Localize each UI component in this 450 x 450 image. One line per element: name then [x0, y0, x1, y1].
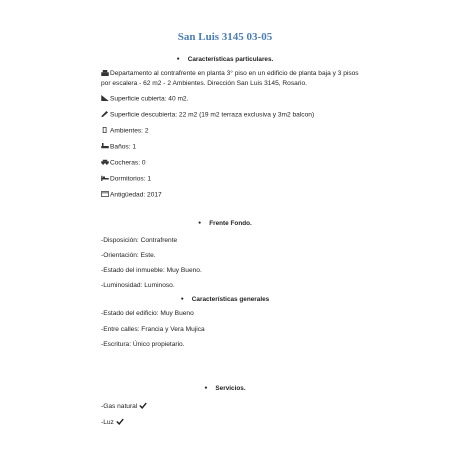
detail-cocheras: Cocheras: 0 — [101, 159, 361, 167]
list-item: -Entre calles: Francia y Vera Mujica — [101, 326, 205, 333]
building-icon — [101, 70, 109, 76]
section-heading-frente: ● Frente Fondo. — [198, 220, 252, 227]
bed-icon — [101, 175, 109, 181]
detail-superficie-cubierta: Superficie cubierta: 40 m2. — [101, 95, 361, 103]
property-description: Departamento al contrafrente en planta 3° piso en un edificio de planta baja y 3 pisos por escalera - 62 m2 - 2 Ambientes. Dirección San Luis 3145, Rosario. — [101, 70, 359, 88]
detail-superficie-descubierta: Superficie descubierta: 22 m2 (19 m2 terraza exclusiva y 3m2 balcon) — [101, 111, 361, 119]
section-heading-servicios: ● Servicios. — [204, 385, 246, 392]
list-item: -Escritura: Único propietario. — [101, 341, 185, 348]
page-title: San Luis 3145 03-05 — [177, 31, 273, 43]
list-item: -Estado del inmueble: Muy Bueno. — [101, 267, 202, 274]
car-icon — [101, 159, 109, 165]
bullet-icon: ● — [176, 56, 180, 62]
detail-banos: Baños: 1 — [101, 143, 361, 151]
section-heading-generales: ● Características generales — [180, 296, 270, 303]
calendar-icon — [101, 191, 109, 197]
checkmark-icon — [116, 418, 124, 425]
list-item: -Luminosidad: Luminoso. — [101, 282, 175, 289]
detail-ambientes: Ambientes: 2 — [101, 127, 361, 135]
bullet-icon: ● — [204, 385, 208, 391]
bullet-icon: ● — [180, 296, 184, 302]
detail-dormitorios: Dormitorios: 1 — [101, 175, 361, 183]
list-item: -Estado del edificio: Muy Bueno — [101, 310, 194, 317]
pencil-icon — [101, 111, 109, 117]
list-item: -Luz — [101, 418, 361, 427]
bullet-icon: ● — [198, 220, 202, 226]
list-item: -Disposición: Contrafrente — [101, 237, 178, 244]
bathtub-icon — [101, 143, 109, 149]
section-heading-particulares: ● Características particulares. — [176, 56, 274, 63]
list-item: -Orientación: Este. — [101, 252, 156, 259]
ruler-triangle-icon — [101, 95, 109, 101]
checkmark-icon — [139, 402, 147, 409]
door-icon — [101, 127, 109, 133]
list-item: -Gas natural — [101, 402, 361, 411]
detail-antiguedad: Antigüedad: 2017 — [101, 191, 361, 199]
